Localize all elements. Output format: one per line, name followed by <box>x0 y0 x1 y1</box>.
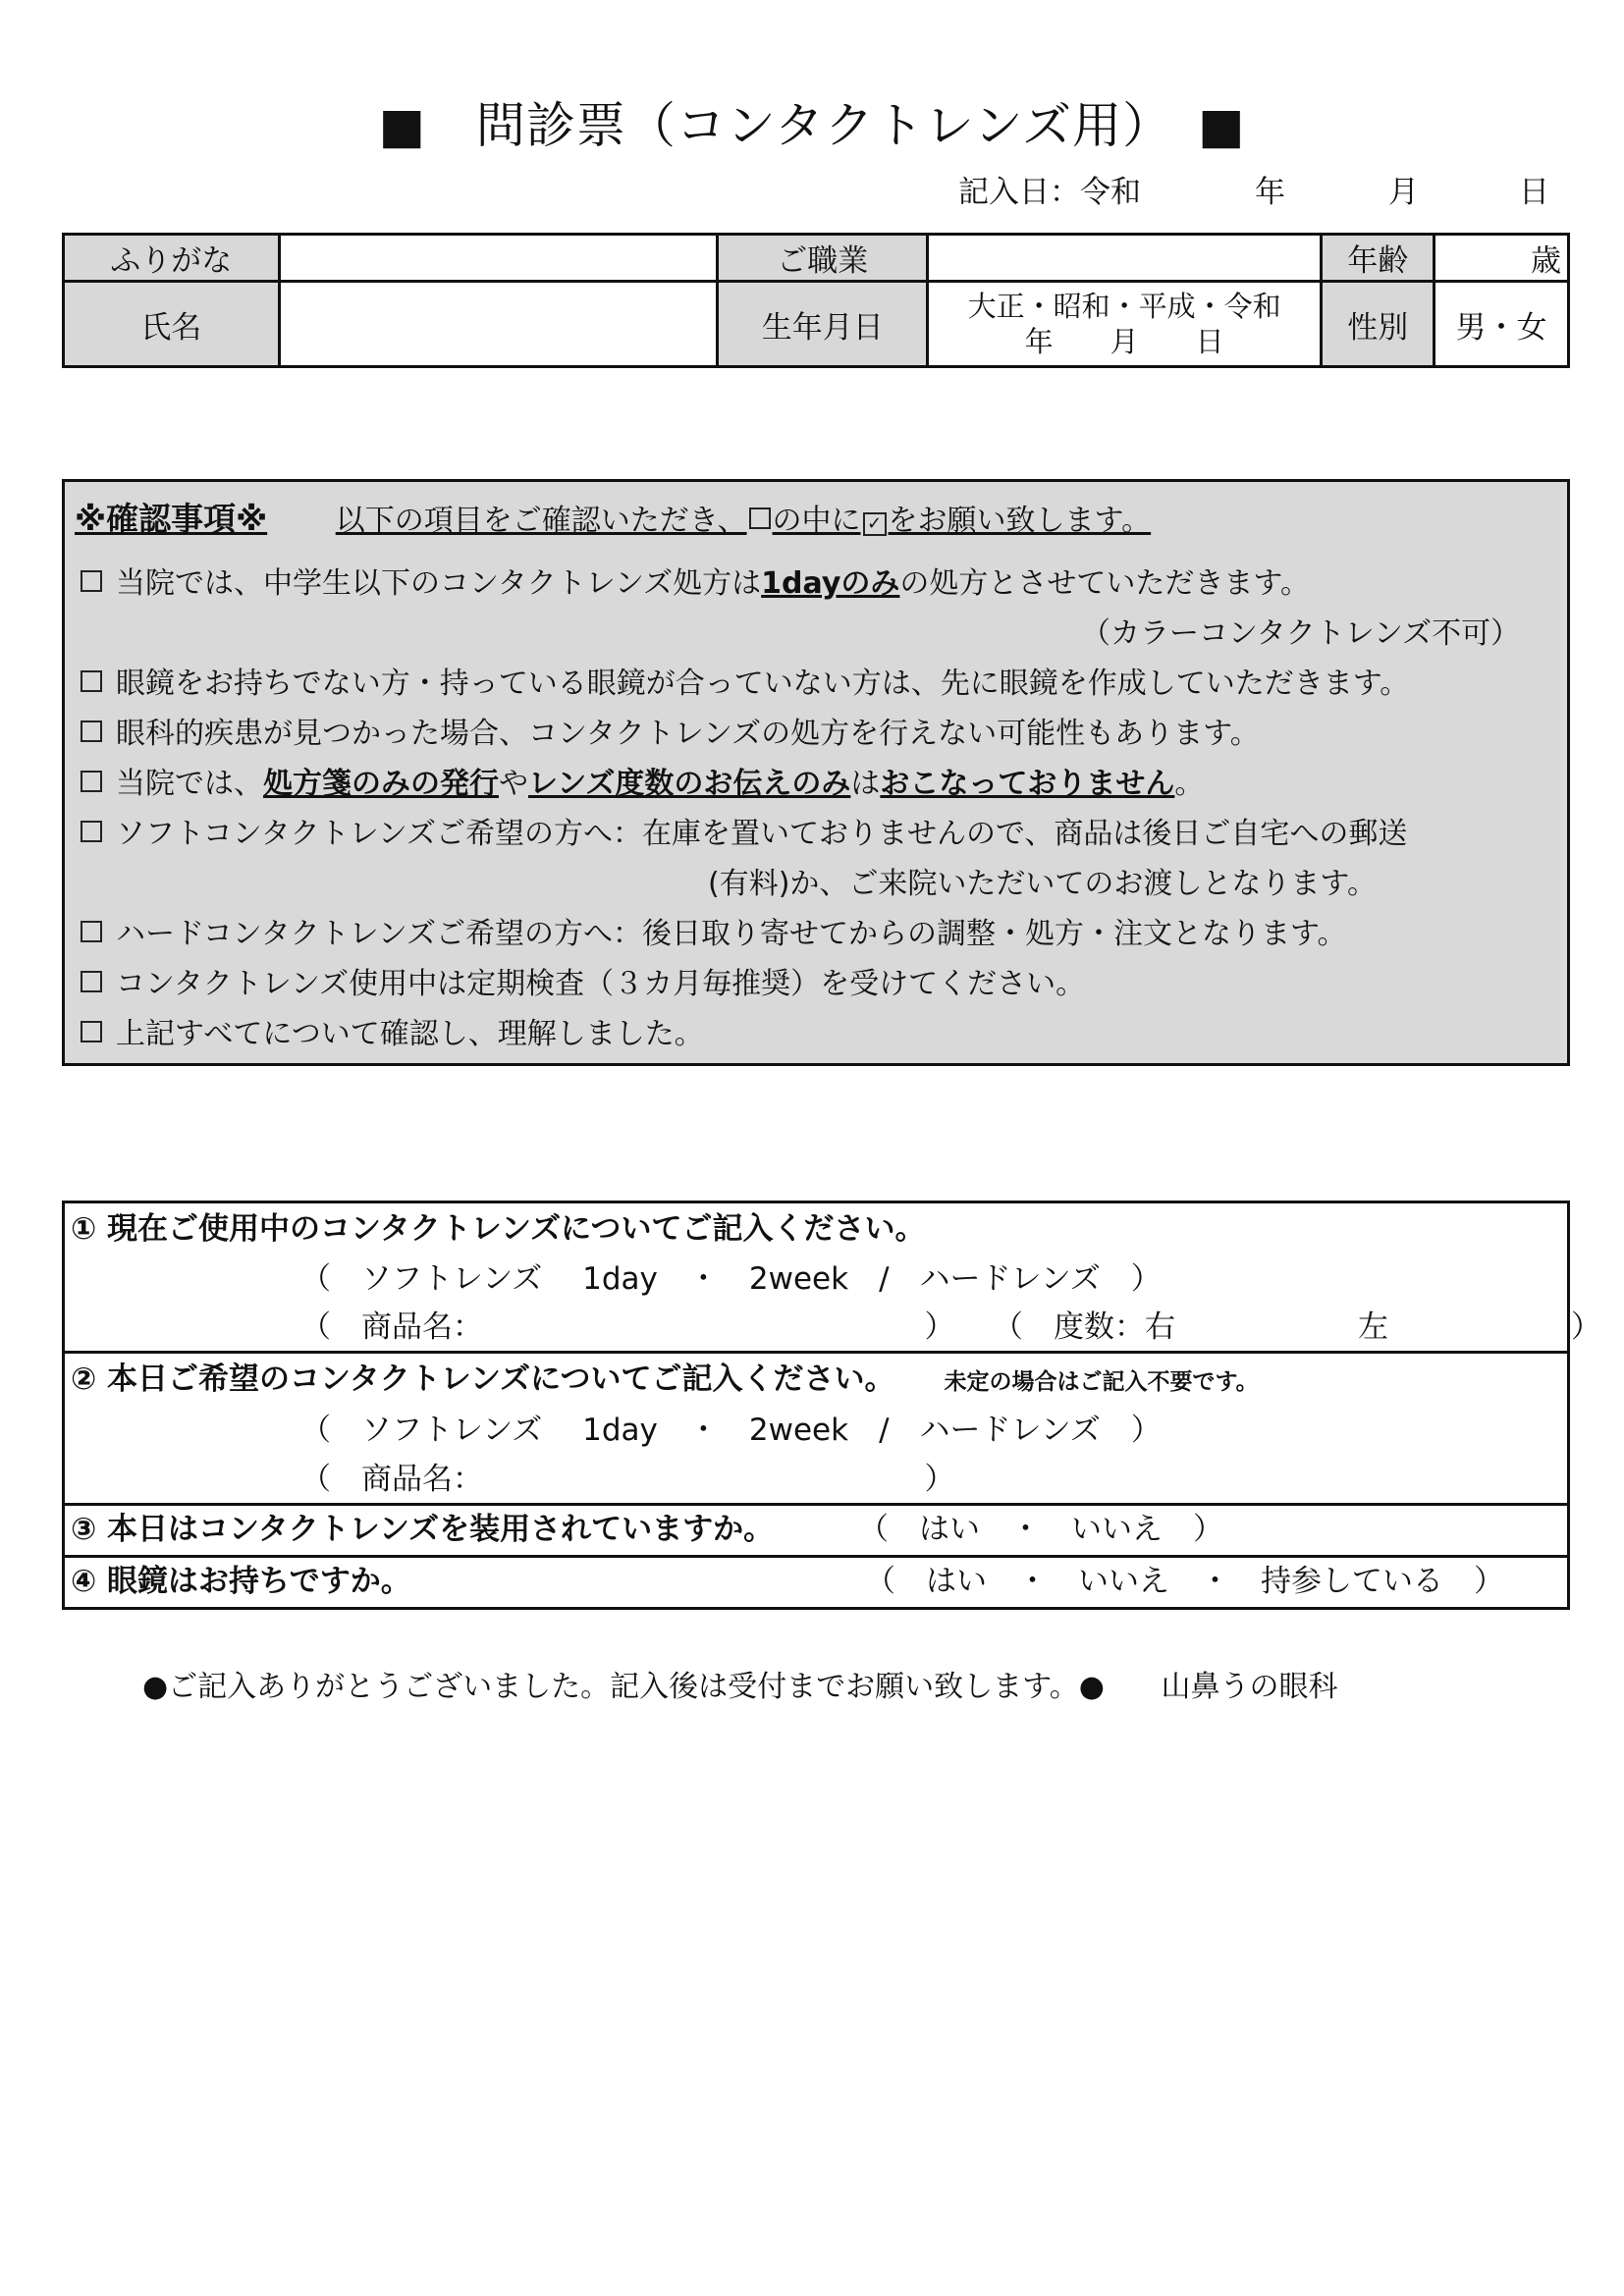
confirm-item-1: 当院では、中学生以下のコンタクトレンズ処方は1dayのみの処方とさせていただきます。 <box>75 564 1310 604</box>
entry-date-row <box>958 167 1547 211</box>
question-2-lens-type[interactable]: （ ソフトレンズ 1day ・ 2week / ハードレンズ ） <box>300 1413 1162 1448</box>
confirm-header <box>75 500 1151 541</box>
occupation-label: ご職業 <box>718 235 928 282</box>
question-4-options[interactable]: （ はい ・ いいえ ・ 持参している ） <box>865 1564 1504 1599</box>
age-unit: 歳 <box>1531 243 1561 279</box>
age-label: 年齢 <box>1322 235 1435 282</box>
footer-message: ●ご記入ありがとうございました。記入後は受付までお願い致します。● <box>142 1670 1105 1704</box>
patient-info-table <box>62 233 1570 368</box>
entry-date-month: 月 <box>1388 175 1419 210</box>
page-title: ■ 問診票（コンタクトレンズ用） ■ <box>378 97 1246 154</box>
confirm-item-6: ハードコンタクトレンズご希望の方へ：後日取り寄せてからの調整・処方・注文となります。 <box>75 915 1347 954</box>
sex-label: 性別 <box>1322 282 1435 367</box>
question-1-power[interactable]: （ 度数：右 左 ） <box>993 1309 1601 1345</box>
question-1-product-name[interactable]: （ 商品名： ） <box>300 1309 955 1345</box>
confirm-item-5-cont: (有料)か、ご来院いただいてのお渡しとなります。 <box>708 867 1378 901</box>
name-field[interactable] <box>279 282 718 367</box>
furigana-label: ふりがな <box>64 235 280 282</box>
entry-date-day: 日 <box>1519 175 1549 210</box>
confirm-item-3: 眼科的疾患が見つかった場合、コンタクトレンズの処方を行えない可能性もあります。 <box>75 715 1260 754</box>
entry-date-year: 年 <box>1255 175 1285 210</box>
birthdate-label: 生年月日 <box>718 282 928 367</box>
name-label: 氏名 <box>64 282 280 367</box>
question-4-text: ④ 眼鏡はお持ちですか。 <box>71 1564 411 1599</box>
checkbox-1[interactable] <box>81 570 102 592</box>
confirm-item-8: 上記すべてについて確認し、理解しました。 <box>75 1015 704 1054</box>
confirm-instruction: 以下の項目をご確認いただき、 の中に ✓ をお願い致します。 <box>335 504 1152 538</box>
occupation-field[interactable] <box>928 235 1322 282</box>
question-2-product-name[interactable]: （ 商品名： ） <box>300 1462 955 1497</box>
question-1 <box>65 1203 1601 1354</box>
question-3 <box>65 1506 1567 1558</box>
furigana-field[interactable] <box>279 235 718 282</box>
birthdate-ymd: 年 月 日 <box>1024 325 1224 358</box>
checkbox-8[interactable] <box>81 1021 102 1042</box>
question-1-text: ① 現在ご使用中のコンタクトレンズについてご記入ください。 <box>71 1211 926 1247</box>
empty-box-icon <box>749 507 771 529</box>
question-3-text: ③ 本日はコンタクトレンズを装用されていますか。 <box>71 1512 775 1547</box>
confirm-item-2: 眼鏡をお持ちでない方・持っている眼鏡が合っていない方は、先に眼鏡を作成していただきます。 <box>75 665 1409 704</box>
question-2-row <box>71 1358 1259 1404</box>
checkbox-6[interactable] <box>81 921 102 942</box>
confirm-item-7: コンタクトレンズ使用中は定期検査（３カ月毎推奨）を受けてください。 <box>75 965 1085 1004</box>
birthdate-field[interactable] <box>928 282 1322 367</box>
clinic-name: 山鼻うの眼科 <box>1161 1670 1338 1704</box>
question-2-text: ② 本日ご希望のコンタクトレンズについてご記入ください。 <box>71 1362 895 1397</box>
checkbox-3[interactable] <box>81 721 102 742</box>
confirm-item-1-note: （カラーコンタクトレンズ不可） <box>1081 616 1521 651</box>
age-field[interactable] <box>1435 235 1569 282</box>
checkbox-7[interactable] <box>81 971 102 992</box>
question-4 <box>65 1558 1567 1607</box>
confirm-item-4: 当院では、処方箋のみの発行やレンズ度数のお伝えのみはおこなっておりません。 <box>75 765 1204 804</box>
sex-options[interactable]: 男・女 <box>1435 282 1569 367</box>
checked-box-icon: ✓ <box>863 512 887 536</box>
checkbox-5[interactable] <box>81 821 102 842</box>
confirm-item-5: ソフトコンタクトレンズご希望の方へ：在庫を置いておりませんので、商品は後日ご自宅への郵送 <box>75 815 1407 854</box>
confirmation-box <box>62 479 1570 1066</box>
checkbox-2[interactable] <box>81 670 102 692</box>
questionnaire-box <box>62 1201 1601 1610</box>
confirm-heading: ※確認事項※ <box>75 500 268 538</box>
era-options: 大正・昭和・平成・令和 <box>967 290 1281 323</box>
question-2 <box>65 1354 1567 1506</box>
entry-date-label: 記入日：令和 <box>958 175 1141 210</box>
question-3-options[interactable]: （ はい ・ いいえ ） <box>858 1512 1223 1547</box>
checkbox-4[interactable] <box>81 771 102 792</box>
question-2-note: 未定の場合はご記入不要です。 <box>944 1369 1259 1395</box>
footer <box>142 1662 1338 1705</box>
question-1-lens-type[interactable]: （ ソフトレンズ 1day ・ 2week / ハードレンズ ） <box>300 1261 1162 1297</box>
